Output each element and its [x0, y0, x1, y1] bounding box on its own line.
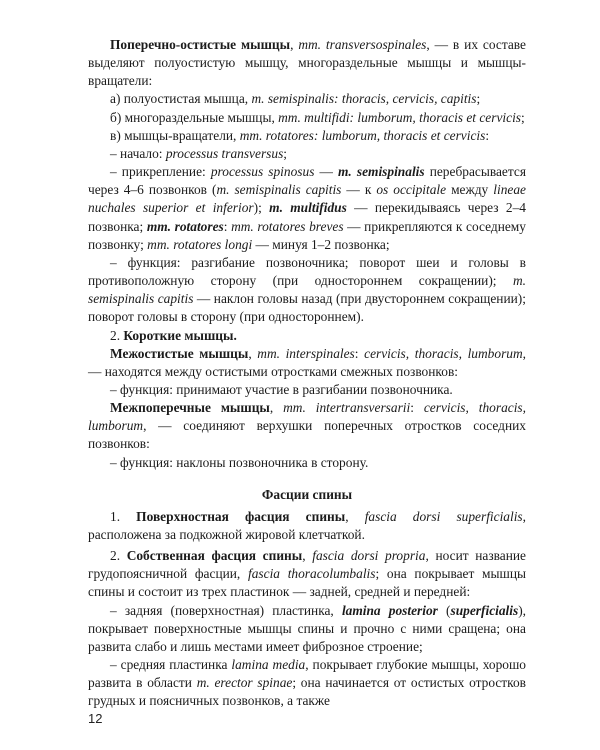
intertransversarii-function: – функция: наклоны позвоночника в сторону.	[110, 454, 369, 470]
interspinales-function: – функция: принимают участие в разгибании позвоночника.	[110, 381, 453, 397]
insertion-paragraph: – прикрепление: processus spinosus — m. semispinalis перебрасывается через 4–6 позвонков (m. semispinalis capitis — к os occipitale между lineae nuchales superior et inferior); m. multifidus — перекидываясь через 2–4 позвонка; mm. rotatores: mm. rotatores breves — прикрепляются к соседнему позвонку; mm. rotatores longi — минуя 1–2 позвонка;	[88, 164, 527, 252]
list-item-b: б) многораздельные мышцы, mm. multifidi: lumborum, thoracis et cervicis;	[110, 109, 525, 125]
fascia-superficial-paragraph: 1. Поверхностная фасция спины, fascia dorsi superficialis, расположена за подкожной жировой клетчаткой.	[88, 508, 527, 542]
list-item-v: в) мышцы-вращатели, mm. rotatores: lumborum, thoracis et cervicis:	[110, 127, 490, 143]
intertransversarii-paragraph: Межпоперечные мышцы, mm. intertransversarii: cervicis, thoracis, lumborum, — соединяют верхушки поперечных отростков соседних позвонков:	[88, 400, 526, 452]
lamina-media-paragraph: – средняя пластинка lamina media, покрывает глубокие мышцы, хорошо развита в области m. erector spinae; она начинается от остистых отростков грудных и поясничных позвонков, а также	[88, 657, 526, 709]
lamina-posterior-paragraph: – задняя (поверхностная) пластинка, lamina posterior (superficialis), покрывает поверхностные мышцы спины и прочно с ними сращена; она развита слабо и лишь местами имеет фиброзное строение;	[88, 602, 527, 654]
fascia-propria-paragraph: 2. Собственная фасция спины, fascia dorsi propria, носит название грудопоясничной фасции, fascia thoracolumbalis; она покрывает мышцы спины и состоит из трех пластинок — задней, средней и передней:	[88, 548, 527, 600]
term-bold: Поперечно-остистые мышцы	[110, 37, 291, 52]
list-item-a: а) полуостистая мышца, m. semispinalis: thoracis, cervicis, capitis;	[110, 91, 481, 107]
page-body	[88, 36, 526, 710]
latin-term: mm. transversospinales	[298, 37, 427, 52]
page-number: 12	[88, 711, 103, 726]
paragraph-transversospinales: Поперечно-остистые мышцы, mm. transversospinales, — в их составе выделяют полуостистую мышцу, многораздельные мышцы и мышцы-вращатели:	[88, 37, 526, 89]
origin-line: – начало: processus transversus;	[110, 145, 288, 161]
interspinales-paragraph: Межостистые мышцы, mm. interspinales: cervicis, thoracis, lumborum, — находятся между остистыми отростками смежных позвонков:	[88, 345, 526, 379]
section-heading-fascia: Фасции спины	[261, 486, 353, 502]
short-muscles-heading: 2. Короткие мышцы.	[110, 327, 237, 343]
function-paragraph: – функция: разгибание позвоночника; поворот шеи и головы в противоположную сторону (при одностороннем сокращении); m. semispinalis capitis — наклон головы назад (при двустороннем сокращении); поворот головы в сторону (при одностороннем).	[88, 254, 526, 325]
